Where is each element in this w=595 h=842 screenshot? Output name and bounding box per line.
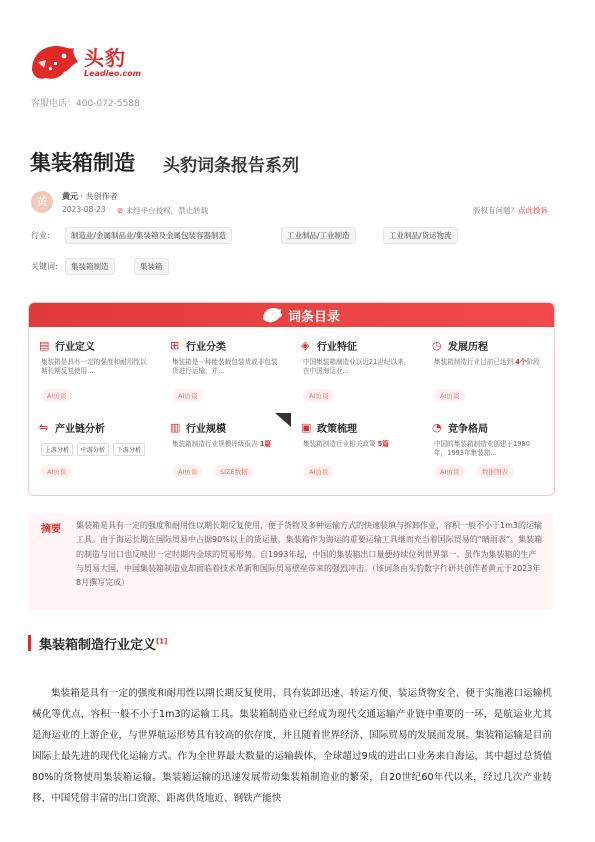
- data-chart-button[interactable]: 数据图表: [476, 465, 514, 478]
- desc-highlight: 5篇: [377, 440, 389, 448]
- chain-icon: ⇋: [39, 421, 49, 434]
- ai-interview-button[interactable]: AI访谈: [434, 389, 465, 402]
- desc-text: 集装箱制造行业目前已达到: [434, 358, 516, 366]
- leopard-logo-icon: [28, 40, 80, 84]
- author-line: [62, 191, 118, 202]
- abstract-box: [28, 514, 553, 610]
- abstract-text: 集装箱是具有一定的强度和耐用性以期长期反复使用，便于货物及多种运输方式的快速装填与拆卸作业，容积一般不小于1m3的运输工具。由于海运长期在国际贸易中占据90%以上的货运量，集装箱作为海运的重要运输工具继而充当着国际贸易的“晴雨表”。集装箱的制造与出口也反映出一定时期内全球的贸易形势。自1993年起，中国的集装箱出口量便持续位列世界第一。虽作为集装箱的生产与贸易大国，中国集装箱制造业却面临着技术革新和国际贸易壁垒带来的强烈冲击。（该词条由头豹数字行研共创作者黄元于2023年8月撰写完成）: [76, 521, 543, 588]
- toc-item-title: 政策梳理: [317, 424, 357, 435]
- corner-badge-icon: [275, 413, 291, 427]
- industry-label: 行业:: [31, 231, 50, 240]
- service-phone: 客服电话：400-072-5588: [31, 99, 140, 109]
- section-title-text: 集装箱制造行业定义: [39, 638, 157, 653]
- midstream-button[interactable]: 中游分析: [77, 443, 109, 456]
- desc-text: 集装箱制造行业相关政策: [303, 440, 378, 448]
- desc-highlight: 1篇: [259, 440, 272, 448]
- abstract-label: 摘要: [41, 524, 61, 535]
- toc-item-title: 行业定义: [55, 342, 95, 353]
- page-subtitle: 头豹词条报告系列: [163, 156, 299, 176]
- toc-item-classification[interactable]: [160, 331, 291, 415]
- brand-site: Leadleo.com: [84, 69, 141, 78]
- leopard-icon: [261, 305, 283, 325]
- author-avatar[interactable]: 黄: [31, 191, 53, 213]
- ai-interview-button[interactable]: AI访谈: [434, 465, 465, 478]
- toc-item-title: 行业特征: [317, 342, 357, 353]
- body-paragraph: 集装箱是具有一定的强度和耐用性以期长期反复使用，具有装卸迅速、转运方便、装运货物安全、便于实施港口运输机械化等优点，容积一般不小于1m3的运输工具。集装箱制造业已经成为现代交通运输产业链中重要的一环，是航运业尤其是海运业的上游企业，与世界航运形势具有较高的依存度，并且随着世界经济、国际贸易的发展而发展。集装箱运输是目前国际上最先进的现代化运输方式。作为全世界最大数量的运输载体，全球超过9成的进出口业务来自海运，其中超过总货值80%的货物使用集装箱运输。集装箱运输的迅速发展带动集装箱制造业的繁荣，自20世纪60年代以来，经过几次产业转移，中国凭借丰富的出口资源、距离供货地近、钢铁产能快: [32, 688, 552, 804]
- toc-title: 词条目录: [288, 310, 341, 325]
- brand-logo[interactable]: [28, 40, 188, 90]
- toc-item-title: 行业分类: [186, 342, 226, 353]
- policy-icon: ▣: [301, 421, 312, 434]
- toc-item-title: 行业规模: [186, 424, 226, 435]
- desc-text: 集装箱制造行业规模评级报告: [172, 440, 260, 448]
- toc-item-desc: 中国集装箱制造业以近21世纪以来，在中国海运业...: [303, 358, 411, 375]
- toc-card: [28, 302, 555, 496]
- keyword-tag[interactable]: 集装箱制造: [65, 258, 115, 275]
- ai-interview-button[interactable]: AI访谈: [172, 389, 203, 402]
- section-title: [39, 634, 167, 653]
- document-icon: ▤: [39, 339, 50, 352]
- copyright-question: [473, 205, 548, 216]
- toc-item-features[interactable]: [291, 331, 422, 415]
- industry-tag[interactable]: 制造业/金属制品业/集装箱及金属包装容器制造: [65, 227, 232, 244]
- toc-item-scale[interactable]: [160, 413, 291, 496]
- question-text: 版权有问题？: [473, 206, 518, 215]
- brand-name: 头豹: [84, 46, 126, 70]
- keyword-tag[interactable]: 集装箱: [134, 258, 169, 275]
- upstream-button[interactable]: 上游分析: [41, 443, 73, 456]
- section-bar: [28, 635, 31, 651]
- author-name[interactable]: 黄元: [62, 192, 78, 201]
- desc-highlight: 4个: [515, 358, 527, 366]
- ai-interview-button[interactable]: AI访谈: [172, 465, 203, 478]
- ai-interview-button[interactable]: AI访谈: [41, 465, 72, 478]
- toc-item-history[interactable]: [422, 331, 553, 415]
- toc-item-desc: 集装箱是具有一定的强度和耐用性以期长期反复使用...: [41, 358, 147, 375]
- industry-tag[interactable]: 工业制品/货运物流: [383, 227, 458, 244]
- toc-item-title: 产业链分析: [55, 424, 105, 435]
- citation-link[interactable]: [1]: [156, 637, 168, 646]
- toc-item-desc: 集装箱是一种能装载包装货或非包装货进行运输，并...: [172, 358, 278, 375]
- toc-item-competition[interactable]: [422, 413, 553, 496]
- industry-tag[interactable]: 工业制品/工业制造: [281, 227, 356, 244]
- report-link[interactable]: 点此投诉: [518, 206, 548, 215]
- bar-chart-icon: ▥: [170, 421, 181, 434]
- toc-header: [29, 303, 554, 327]
- pie-chart-icon: ◔: [432, 421, 442, 434]
- author-role: · 共创作者: [80, 192, 118, 201]
- grid-icon: ⊞: [170, 339, 180, 352]
- copyright-text: 未经平台授权，禁止转载: [125, 206, 209, 215]
- ban-icon: ⊘: [117, 206, 124, 215]
- size-data-button[interactable]: SIZE数据: [214, 465, 254, 478]
- publish-date: 2023-08-23: [62, 205, 106, 214]
- toc-item-desc: [434, 358, 542, 367]
- desc-text: 阶段: [526, 358, 540, 366]
- toc-item-desc: 中国的集装箱制造业创建于1980年，1993年集装箱...: [434, 440, 530, 457]
- toc-item-title: 竞争格局: [448, 424, 488, 435]
- downstream-button[interactable]: 下游分析: [113, 443, 145, 456]
- copyright-notice: [117, 205, 208, 216]
- keywords-label: 关键词:: [31, 262, 58, 271]
- clock-icon: ◷: [432, 339, 442, 352]
- toc-item-desc: [172, 440, 280, 449]
- toc-item-definition[interactable]: [29, 331, 160, 415]
- toc-item-chain[interactable]: [29, 413, 160, 496]
- ai-interview-button[interactable]: AI访谈: [41, 389, 72, 402]
- page-title: 集装箱制造: [30, 151, 135, 175]
- toc-item-title: 发展历程: [448, 342, 488, 353]
- ai-interview-button[interactable]: AI访谈: [303, 465, 334, 478]
- ai-interview-button[interactable]: AI访谈: [303, 389, 334, 402]
- toc-item-desc: [303, 440, 411, 449]
- feature-icon: ◈: [301, 339, 310, 352]
- toc-item-policy[interactable]: [291, 413, 422, 496]
